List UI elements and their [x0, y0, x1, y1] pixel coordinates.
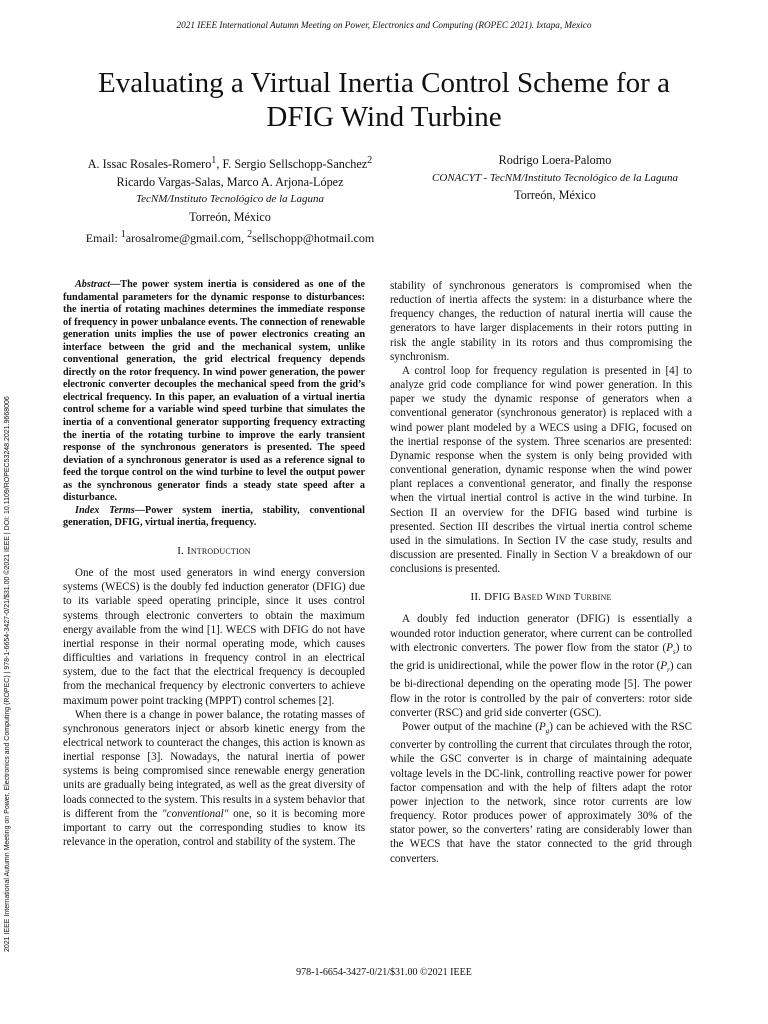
section-1-number: I. [177, 544, 187, 557]
dfig-p1-text-c: ) can be bi-directional depending on the operating mode [5]. The power flow in the rotor is controlled by the pair of converters: rotor side converter (RSC) and grid side converter (GSC). [390, 660, 692, 719]
title-line-1: Evaluating a Virtual Inertia Control Scheme for a [98, 67, 670, 99]
intro-paragraph-1: One of the most used generators in wind energy conversion systems (WECS) is the doubly fed induction generator (DFIG) due to its variable speed operating principle, since it uses control systems through electronic converters to obtain the maximum energy available from the wind [1]. WECS with DFIG do not have inertial response in their normal operating mode, which causes difficulties and variations in frequency control in an electrical system, due to the fact that the electrical frequency is decoupled from the mechanical frequency by electronic converters to achieve maximum power point tracking (MPPT) control schemes [2]. [63, 567, 365, 707]
rotor-power-subscript: r [667, 666, 670, 675]
affiliation-left: TecNM/Instituto Tecnológico de la Laguna [135, 193, 325, 206]
email-sup-2: 2 [247, 229, 253, 241]
intro-p2-emphasis: "conventional" [162, 807, 229, 820]
author-names-line-2: Ricardo Vargas-Salas, Marco A. Arjona-López [116, 174, 344, 189]
index-terms-text: —Power system inertia, stability, conventional generation, DFIG, virtual inertia, frequency. [63, 504, 365, 529]
stator-power-symbol: P [666, 641, 673, 654]
author-sup-2: 2 [367, 155, 373, 166]
page-footer: 978-1-6654-3427-0/21/$31.00 ©2021 IEEE [296, 967, 472, 978]
dfig-paragraph-2 [390, 720, 692, 866]
rotor-power-symbol: P [660, 660, 668, 673]
dfig-paragraph-1 [390, 612, 692, 720]
intro-paragraph-3: A control loop for frequency regulation is presented in [4] to analyze grid code compliance for wind power generation. In this paper we study the dynamic response of generators when a conventional generator (synchronous generator) is replaced with a wind power plant modeled by a WECS using a DFIG, focused on the inertial response of the system. Three scenarios are presented: Dynamic response when the system is only being provided with conventional generation, dynamic response when the wind power plant replaces a conventional generator, and finally the response when the virtual inertial control is active in the wind turbine. In Section II an overview for the DFIG based wind turbine is presented. Section III describes the virtual inertia control scheme used in the simulations. In Section IV the case study, results and discussion are presented. Finally in Section V a breakdown of our conclusions is presented. [390, 364, 692, 576]
city-left: Torreón, México [189, 209, 271, 224]
email-line [60, 226, 400, 248]
paper-title [40, 66, 728, 134]
dfig-p2-text-a: Power output of the machine ( [402, 720, 539, 733]
author-names-line-1 [60, 152, 400, 174]
section-1-heading [63, 544, 365, 558]
email-1[interactable]: arosalrome@gmail.com, [125, 231, 248, 246]
section-2-heading [390, 590, 692, 604]
email-label: Email: [85, 231, 121, 246]
section-2-title: DFIG Based Wind Turbine [484, 591, 612, 604]
author-name-2: , F. Sergio Sellschopp-Sanchez [216, 157, 368, 172]
author-name-1: A. Issac Rosales-Romero [87, 157, 212, 172]
intro-p2-text-a: When there is a change in power balance, the rotating masses of synchronous generators inject or absorb kinetic energy from the electrical network to counteract the changes, this action is known as inertial response [3]. Nowadays, the natural inertia of power systems is being compromised since renewable energy generation units are gradually being integrated, as well as the great diversity of loads connected to the system. This results in a system behavior that is different from the [63, 708, 365, 820]
side-identifier-text: 2021 IEEE International Autumn Meeting on Power, Electronics and Computing (ROPEC) | 978-1-6654-3427-0/21/$31.00 ©2021 IEEE | DOI: 10.1109/ROPEC53248.2021.9668006 [4, 396, 11, 952]
conference-header: 2021 IEEE International Autumn Meeting on Power, Electronics and Computing (ROPEC 2021). Ixtapa, Mexico [176, 20, 592, 30]
index-terms-label: Index Terms [75, 504, 135, 516]
stator-power-subscript: s [672, 647, 676, 656]
dfig-p1-text-b: ) to the grid is unidirectional, while the power flow in the rotor ( [390, 641, 692, 673]
left-column [63, 279, 365, 849]
affiliation-right: CONACYT - TecNM/Instituto Tecnológico de la Laguna [432, 171, 678, 184]
generator-power-symbol: P [538, 720, 546, 733]
dfig-p1-text-a: A doubly fed induction generator (DFIG) is essentially a wounded rotor induction generator, where current can be controlled with electronic converters. The power flow from the stator ( [390, 613, 692, 654]
abstract-label: Abstract [75, 279, 111, 290]
intro-paragraph-2 [63, 708, 365, 850]
abstract [63, 279, 365, 505]
author-block-right [380, 152, 730, 205]
right-column [390, 279, 692, 866]
author-block-left [60, 152, 400, 248]
section-1-title: Introduction [186, 544, 251, 557]
email-sup-1: 1 [120, 229, 126, 241]
intro-paragraph-2-continued: stability of synchronous generators is compromised when the reduction of inertia affects the system: in a disturbance where the frequency changes, the reduction of natural inertia will cause the generators to have larger displacements in their rotors putting in risk the angle stability in its rotors and thus compromising the synchronism. [390, 280, 692, 363]
generator-power-subscript: g [545, 727, 550, 736]
author-name-right: Rodrigo Loera-Palomo [498, 153, 612, 167]
author-sup-1: 1 [211, 155, 217, 166]
dfig-p2-text-b: ) can be achieved with the RSC converter by controlling the current that circulates through the rotor, while the GSC converter is in charge of maintaining adequate voltage levels in the DC-link, controlling reactive power for power factor compensation and with the help of filters adapt the rotor power injection to the network, since rotor currents are low frequency. Rotor produces power of approximately 30% of the stator power, so the converters’ rating are considerably lower than the WECS that have the stator connected to the grid through converters. [390, 720, 693, 865]
section-2-number: II. [470, 591, 485, 604]
title-line-2: DFIG Wind Turbine [266, 101, 502, 133]
abstract-text: —The power system inertia is considered as one of the fundamental parameters for the dynamic response to disturbances: the inertia of rotating machines determines the immediate response of frequency in power unbalance events. The connection of renewable generation units implies the use of power electronics creating an interface between the grid and the mechanical system, unlike conventional generation, the grid electrical frequency depends directly on the rotor frequency. In wind power generation, the power electronic converter decouples the mechanical speed from the grid’s electrical frequency. In this paper, an evaluation of a virtual inertia control scheme for a variable wind speed turbine that simulates the inertia of a conventional generator supporting frequency extracting the inertia of the rotating turbine to improve the early transient response of the synchronous generators is presented. The speed deviation of a synchronous generator is used as a reference signal to feed the torque control on the wind turbine to level the output power as the synchronous generator finds a steady state speed after a disturbance. [63, 279, 365, 504]
city-right: Torreón, México [514, 188, 596, 202]
index-terms [63, 505, 365, 530]
intro-p2-text-b: one, so it is becoming more important to carry out the corresponding studies to know its relevance in the operation, control and stability of the system. The [63, 807, 365, 849]
email-2[interactable]: sellschopp@hotmail.com [252, 231, 375, 246]
